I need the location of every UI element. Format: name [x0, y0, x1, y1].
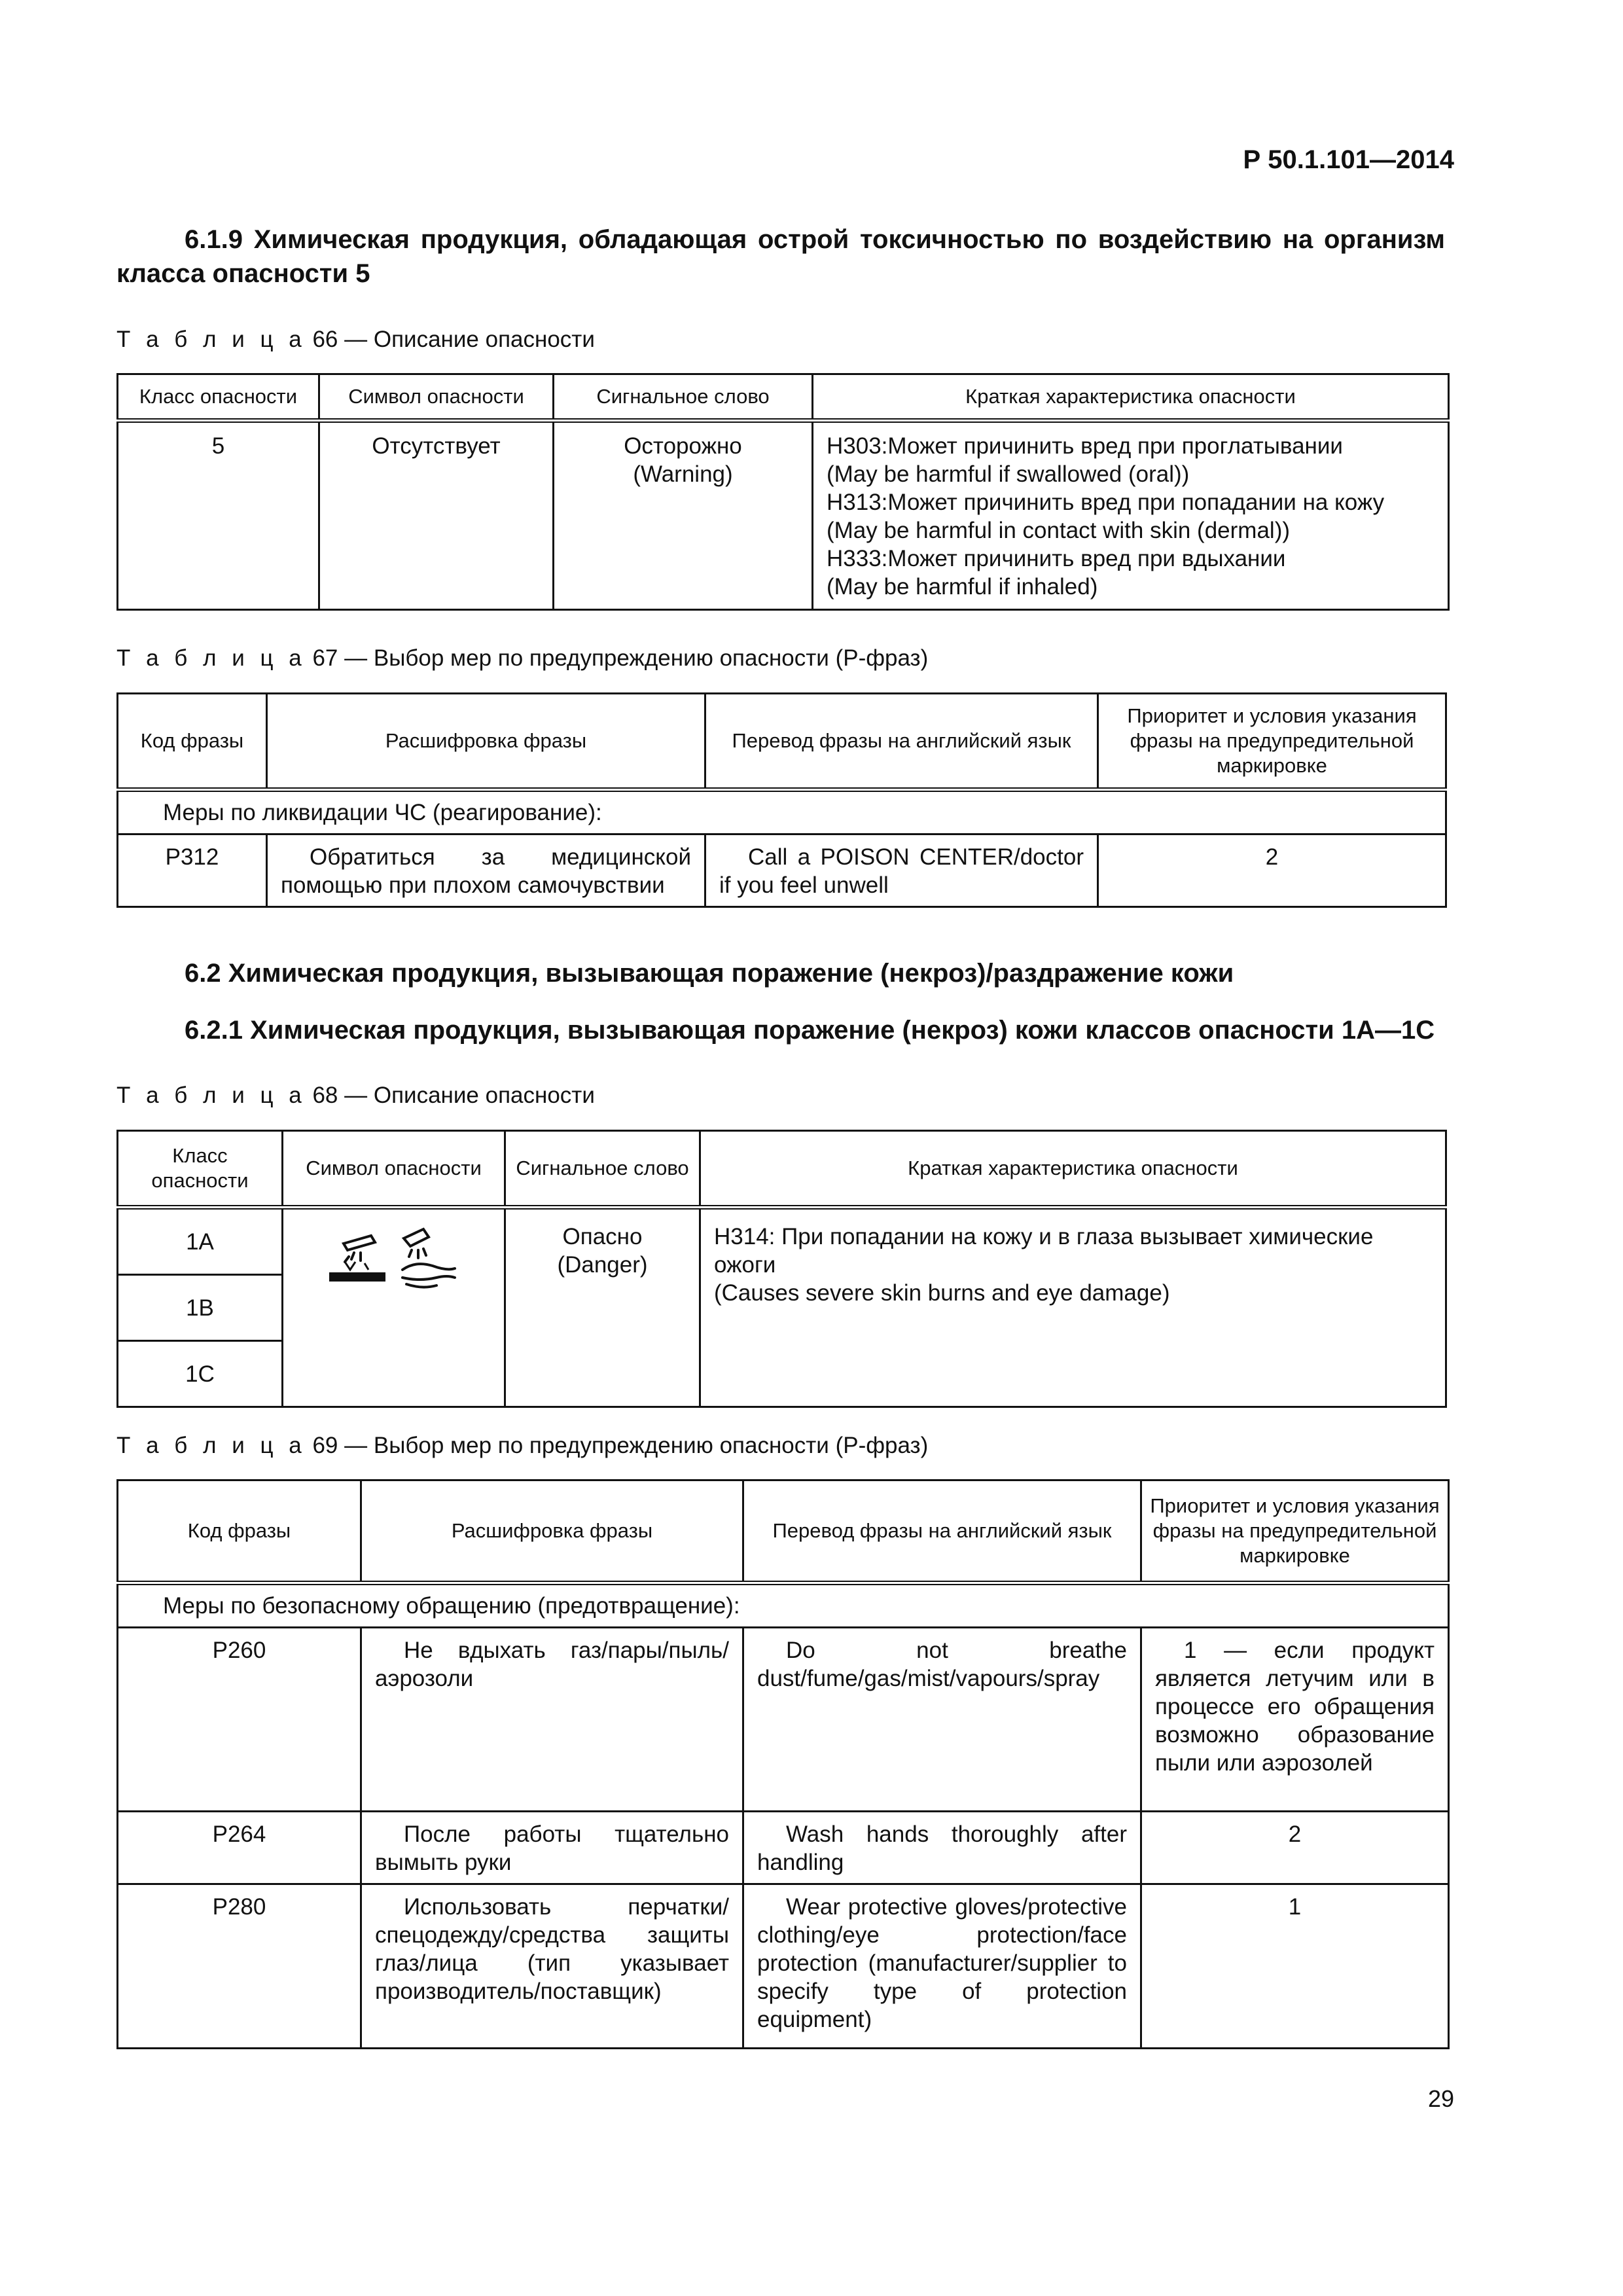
table-69-caption [116, 1431, 928, 1460]
column-header: Сигнальное слово [505, 1131, 700, 1208]
hazard-description-cell [700, 1208, 1446, 1407]
table-header-row [118, 694, 1446, 790]
group-label: Меры по ликвидации ЧС (реагирование): [118, 790, 1446, 834]
phrase-code-cell: Р264 [118, 1812, 361, 1884]
table-header-row [118, 1131, 1446, 1208]
table-group-row [118, 1583, 1449, 1628]
column-header: Символ опасности [319, 374, 554, 421]
table-row [118, 1208, 1446, 1275]
phrase-ru-cell: Использовать перчатки/спецодежду/средства защиты глаз/лица (тип указывает производитель/поставщик) [361, 1884, 743, 2049]
signal-word-cell [505, 1208, 700, 1407]
column-header: Перевод фразы на английский язык [743, 1480, 1141, 1583]
priority-cell: 1 — если продукт является летучим или в процессе его обращения возможно образование пыли или аэрозолей [1141, 1628, 1449, 1812]
column-header: Приоритет и условия указания фразы на предупредительной маркировке [1098, 694, 1446, 790]
hazard-class-cell: 1В [118, 1275, 283, 1341]
group-label: Меры по безопасному обращению (предотвращение): [118, 1583, 1449, 1628]
table-header-row [118, 374, 1449, 421]
table-68 [116, 1130, 1447, 1408]
phrase-en-cell: Wash hands thoroughly after handling [743, 1812, 1141, 1884]
table-label: Т а б л и ц а [116, 645, 306, 671]
hazard-symbol-cell [283, 1208, 505, 1407]
phrase-code-cell: Р260 [118, 1628, 361, 1812]
column-header: Расшифровка фразы [267, 694, 705, 790]
hazard-statement-line: Н333:Может причинить вред при вдыхании [827, 546, 1286, 571]
column-header: Приоритет и условия указания фразы на предупредительной маркировке [1141, 1480, 1449, 1583]
hazard-symbol-cell: Отсутствует [319, 421, 554, 610]
corrosion-pictogram-icon [325, 1224, 463, 1296]
table-caption-text: 66 — Описание опасности [312, 327, 595, 352]
table-row [118, 1812, 1449, 1884]
phrase-en-cell: Call a POISON CENTER/doctor if you feel unwell [705, 834, 1098, 907]
table-66-caption [116, 325, 595, 354]
table-69 [116, 1479, 1450, 2049]
section-heading-6-2-1: 6.2.1 Химическая продукция, вызывающая поражение (некроз) кожи классов опасности 1А—1С [185, 1016, 1435, 1045]
hazard-statement: Н314: При попадании на кожу и в глаза вызывает химические ожоги [714, 1224, 1374, 1278]
table-label: Т а б л и ц а [116, 327, 306, 352]
priority-cell: 2 [1098, 834, 1446, 907]
phrase-code-cell: Р312 [118, 834, 267, 907]
phrase-ru-cell: Не вдыхать газ/пары/пыль/аэрозоли [361, 1628, 743, 1812]
table-caption-text: 69 — Выбор мер по предупреждению опасности (Р-фраз) [312, 1433, 929, 1458]
column-header: Код фразы [118, 1480, 361, 1583]
column-header: Краткая характеристика опасности [813, 374, 1449, 421]
hazard-statement-line: Н313:Может причинить вред при попадании на кожу [827, 490, 1385, 515]
phrase-en-cell: Do not breathe dust/fume/gas/mist/vapours/spray [743, 1628, 1141, 1812]
phrase-ru-cell: Обратиться за медицинской помощью при плохом самочувствии [267, 834, 705, 907]
column-header: Краткая характеристика опасности [700, 1131, 1446, 1208]
table-68-caption [116, 1081, 595, 1110]
column-header: Класс опасности [118, 1131, 283, 1208]
hazard-class-cell: 1А [118, 1208, 283, 1275]
hazard-statement-line: (May be harmful if swallowed (oral)) [827, 461, 1190, 487]
table-caption-text: 68 — Описание опасности [312, 1083, 595, 1108]
phrase-code-cell: Р280 [118, 1884, 361, 2049]
column-header: Символ опасности [283, 1131, 505, 1208]
document-code: Р 50.1.101—2014 [1243, 145, 1454, 174]
page-number: 29 [1427, 2085, 1454, 2112]
table-header-row [118, 1480, 1449, 1583]
phrase-en-cell: Wear protective gloves/protective clothing/eye protection/face protection (manufacturer/supplier to specify type of protection equipment) [743, 1884, 1141, 2049]
signal-word: Осторожно [624, 433, 742, 459]
column-header: Сигнальное слово [554, 374, 813, 421]
table-label: Т а б л и ц а [116, 1433, 306, 1458]
hazard-class-cell: 1С [118, 1341, 283, 1407]
table-row [118, 834, 1446, 907]
signal-word-english: (Warning) [633, 461, 733, 487]
phrase-ru-cell: После работы тщательно вымыть руки [361, 1812, 743, 1884]
table-67-caption [116, 644, 928, 673]
column-header: Класс опасности [118, 374, 319, 421]
table-67 [116, 692, 1447, 908]
column-header: Перевод фразы на английский язык [705, 694, 1098, 790]
table-group-row [118, 790, 1446, 834]
hazard-description-cell [813, 421, 1449, 610]
table-row [118, 421, 1449, 610]
hazard-class-cell: 5 [118, 421, 319, 610]
table-caption-text: 67 — Выбор мер по предупреждению опасности (Р-фраз) [312, 645, 929, 671]
section-heading-6-2: 6.2 Химическая продукция, вызывающая поражение (некроз)/раздражение кожи [185, 959, 1234, 988]
signal-word-cell [554, 421, 813, 610]
hazard-statement-line: (May be harmful in contact with skin (dermal)) [827, 518, 1290, 543]
hazard-statement-line: Н303:Может причинить вред при проглатывании [827, 433, 1343, 459]
section-heading-6-1-9: 6.1.9 Химическая продукция, обладающая острой токсичностью по воздействию на организм класса опасности 5 [116, 225, 1445, 288]
table-66 [116, 373, 1450, 611]
table-label: Т а б л и ц а [116, 1083, 306, 1108]
priority-cell: 1 [1141, 1884, 1449, 2049]
signal-word-english: (Danger) [557, 1252, 648, 1278]
hazard-statement-line: (May be harmful if inhaled) [827, 574, 1098, 600]
table-row [118, 1628, 1449, 1812]
priority-cell: 2 [1141, 1812, 1449, 1884]
signal-word: Опасно [562, 1224, 643, 1249]
table-row [118, 1884, 1449, 2049]
column-header: Код фразы [118, 694, 267, 790]
hazard-statement-english: (Causes severe skin burns and eye damage) [714, 1280, 1170, 1306]
column-header: Расшифровка фразы [361, 1480, 743, 1583]
